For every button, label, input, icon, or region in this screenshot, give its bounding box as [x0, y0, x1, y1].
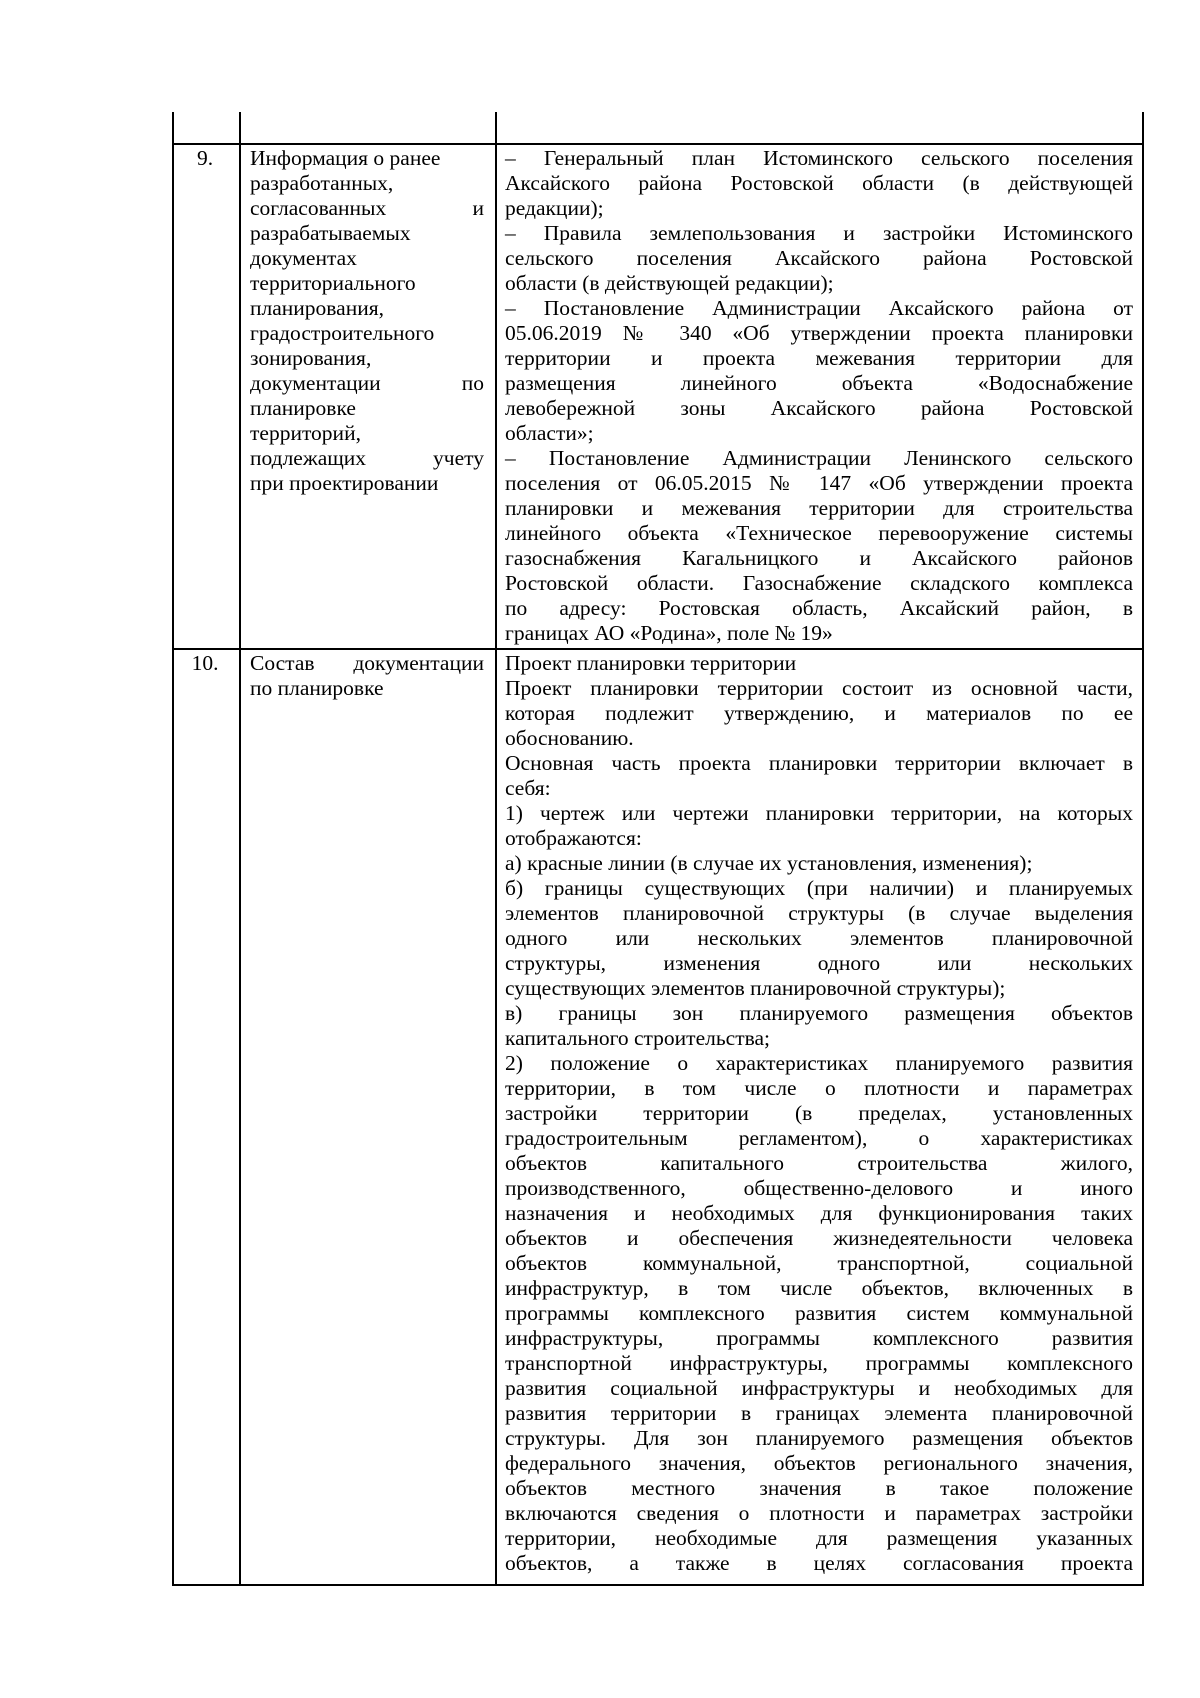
- row-9-description-line: – Правила землепользования и застройки Истоминского: [505, 221, 1133, 245]
- row-9-description-line: Аксайского района Ростовской области (в действующей: [505, 171, 1133, 195]
- row-9-description-line: – Постановление Администрации Аксайского района от: [505, 296, 1133, 320]
- row-10-description-line: Проект планировки территории: [505, 651, 797, 675]
- row-9-name-line: разработанных,: [250, 171, 394, 195]
- row-10-description-line: структуры, изменения одного или нескольких: [505, 951, 1133, 975]
- row-9-description-line: редакции);: [505, 196, 604, 220]
- row-10-description-line: назначения и необходимых для функционирования таких: [505, 1201, 1133, 1225]
- table-border-right: [1142, 112, 1144, 1586]
- row-9-description-line: планировки и межевания территории для строительства: [505, 496, 1133, 520]
- row-10-description-line: одного или нескольких элементов планировочной: [505, 926, 1133, 950]
- row-9-description-line: – Постановление Администрации Ленинского сельского: [505, 446, 1133, 470]
- row-10-description-line: Проект планировки территории состоит из основной части,: [505, 676, 1133, 700]
- row-10-description-line: 2) положение о характеристиках планируемого развития: [505, 1051, 1133, 1075]
- row-10-description-line: 1) чертеж или чертежи планировки территории, на которых: [505, 801, 1133, 825]
- row-9-description-line: левобережной зоны Аксайского района Ростовской: [505, 396, 1133, 420]
- table-bottom-border: [172, 1584, 1144, 1586]
- row-10-description-line: в) границы зон планируемого размещения объектов: [505, 1001, 1133, 1025]
- row-9-name-line: документации по: [250, 371, 484, 395]
- row-10-description-line: отображаются:: [505, 826, 642, 850]
- row-10-description-line: федерального значения, объектов регионального значения,: [505, 1451, 1133, 1475]
- row-9-description-line: поселения от 06.05.2015 № 147 «Об утверждении проекта: [505, 471, 1133, 495]
- row-9-name-line: территориального: [250, 271, 416, 295]
- row-9-name-line: планировке: [250, 396, 356, 420]
- row-10-description-line: инфраструктуры, программы комплексного развития: [505, 1326, 1133, 1350]
- row-9-description-line: 05.06.2019 № 340 «Об утверждении проекта планировки: [505, 321, 1133, 345]
- row-10-name-line: Состав документации: [250, 651, 484, 675]
- row-10-top-border: [172, 648, 1144, 650]
- row-10-description-line: элементов планировочной структуры (в случае выделения: [505, 901, 1133, 925]
- row-9-description-line: газоснабжения Кагальницкого и Аксайского районов: [505, 546, 1133, 570]
- row-10-description-line: которая подлежит утверждению, и материалов по ее: [505, 701, 1133, 725]
- row-10-description-line: застройки территории (в пределах, установленных: [505, 1101, 1133, 1125]
- row-9-description-line: области (в действующей редакции);: [505, 271, 834, 295]
- table-border-left: [172, 112, 174, 1586]
- row-10-description-line: Основная часть проекта планировки территории включает в: [505, 751, 1133, 775]
- row-10-description-line: программы комплексного развития систем коммунальной: [505, 1301, 1133, 1325]
- row-10-description-line: обоснованию.: [505, 726, 634, 750]
- row-10-description-line: структуры. Для зон планируемого размещения объектов: [505, 1426, 1133, 1450]
- row-9-description-line: территории и проекта межевания территории для: [505, 346, 1133, 370]
- row-9-description-line: области»;: [505, 421, 594, 445]
- row-9-description-line: – Генеральный план Истоминского сельского поселения: [505, 146, 1133, 170]
- row-9-description-line: Ростовской области. Газоснабжение складского комплекса: [505, 571, 1133, 595]
- row-10-description-line: объектов капитального строительства жилого,: [505, 1151, 1133, 1175]
- row-10-name: [250, 651, 484, 701]
- row-10-description-line: территории, в том числе о плотности и параметрах: [505, 1076, 1133, 1100]
- row-10-description-line: объектов, а также в целях согласования проекта: [505, 1551, 1133, 1575]
- row-10-description-line: инфраструктур, в том числе объектов, включенных в: [505, 1276, 1133, 1300]
- table-column-divider-2: [495, 112, 497, 1586]
- row-10-description-line: а) красные линии (в случае их установления, изменения);: [505, 851, 1033, 875]
- row-10-name-line: по планировке: [250, 676, 384, 700]
- row-10-description-line: существующих элементов планировочной структуры);: [505, 976, 1006, 1000]
- row-9-name-line: Информация о ранее: [250, 146, 441, 170]
- table-column-divider-1: [239, 112, 241, 1586]
- row-10-description-line: развития территории в границах элемента планировочной: [505, 1401, 1133, 1425]
- row-10-description-line: себя:: [505, 776, 551, 800]
- row-9-name-line: подлежащих учету: [250, 446, 484, 470]
- row-9-description-line: по адресу: Ростовская область, Аксайский район, в: [505, 596, 1133, 620]
- row-9-description-line: границах АО «Родина», поле № 19»: [505, 621, 833, 645]
- row-9-number: 9.: [196, 146, 214, 170]
- row-9-description-line: размещения линейного объекта «Водоснабжение: [505, 371, 1133, 395]
- row-10-description-line: территории, необходимые для размещения указанных: [505, 1526, 1133, 1550]
- row-9-name: [250, 146, 484, 496]
- row-9-name-line: градостроительного: [250, 321, 435, 345]
- row-10-description-line: производственного, общественно-делового и иного: [505, 1176, 1133, 1200]
- row-9-description-line: линейного объекта «Техническое перевооружение системы: [505, 521, 1133, 545]
- row-9-description: [505, 146, 1133, 646]
- row-10-description-line: объектов местного значения в такое положение: [505, 1476, 1133, 1500]
- row-10-description-line: объектов коммунальной, транспортной, социальной: [505, 1251, 1133, 1275]
- row-9-name-line: согласованных и: [250, 196, 484, 220]
- row-9-name-line: при проектировании: [250, 471, 439, 495]
- row-9-name-line: документах: [250, 246, 357, 270]
- row-10-description-line: капитального строительства;: [505, 1026, 770, 1050]
- row-9-description-line: сельского поселения Аксайского района Ростовской: [505, 246, 1133, 270]
- row-10-description-line: б) границы существующих (при наличии) и планируемых: [505, 876, 1133, 900]
- row-9-name-line: территорий,: [250, 421, 361, 445]
- row-9-top-border: [172, 143, 1144, 145]
- row-10-number: 10.: [191, 651, 219, 675]
- row-10-description-line: развития социальной инфраструктуры и необходимых для: [505, 1376, 1133, 1400]
- row-10-description-line: включаются сведения о плотности и параметрах застройки: [505, 1501, 1133, 1525]
- row-10-description-line: градостроительным регламентом), о характеристиках: [505, 1126, 1133, 1150]
- row-9-name-line: зонирования,: [250, 346, 372, 370]
- row-10-description-line: транспортной инфраструктуры, программы комплексного: [505, 1351, 1133, 1375]
- row-9-name-line: планирования,: [250, 296, 384, 320]
- row-9-name-line: разрабатываемых: [250, 221, 411, 245]
- row-10-description: [505, 651, 1133, 1576]
- row-10-description-line: объектов и обеспечения жизнедеятельности человека: [505, 1226, 1133, 1250]
